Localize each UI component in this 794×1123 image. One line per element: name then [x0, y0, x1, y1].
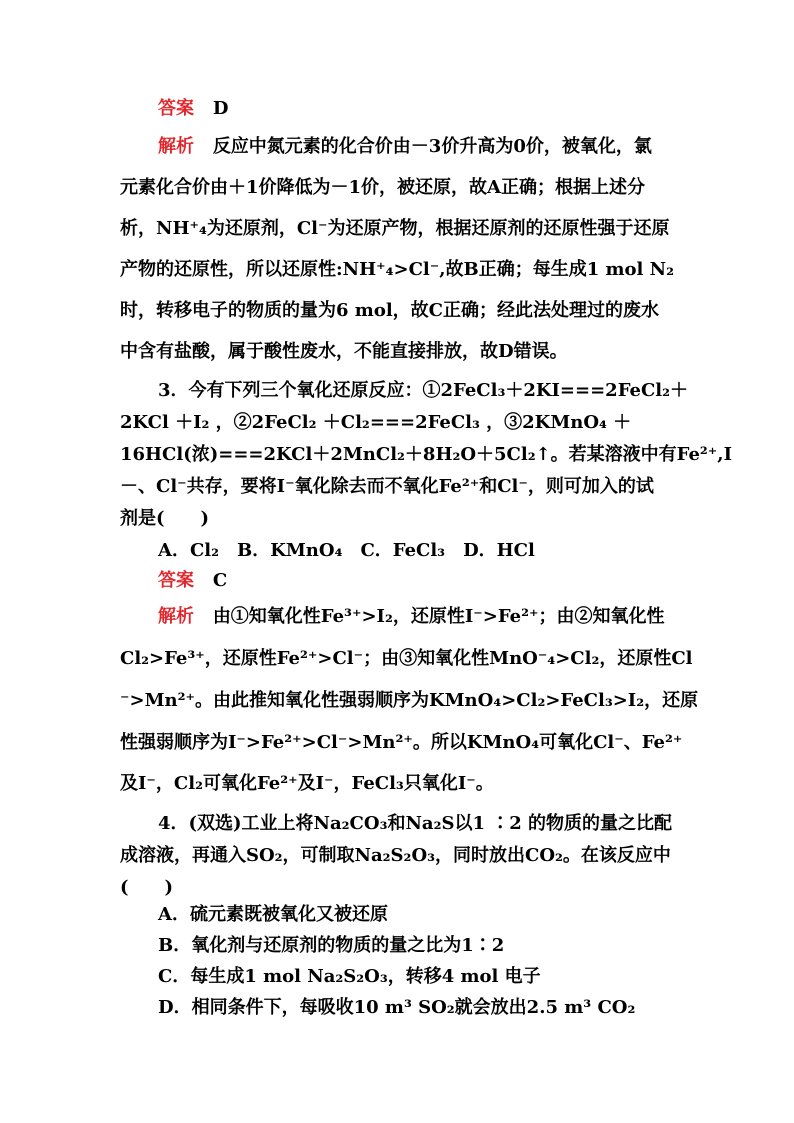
- analysis-text: 反应中氮元素的化合价由－3价升高为0价，被氧化，氯: [212, 136, 652, 157]
- q4-option-d: D．相同条件下，每吸收10 m³ SO₂就会放出2.5 m³ CO₂: [158, 997, 636, 1018]
- q2-analysis-line: [158, 136, 718, 158]
- analysis-label: 解析: [158, 606, 194, 627]
- q2-answer: D: [212, 98, 229, 119]
- analysis-text: 由①知氧化性Fe³⁺>I₂，还原性I⁻>Fe²⁺；由②知氧化性: [212, 606, 665, 627]
- q3-stem-line: 2KCl ＋I₂ ，②2FeCl₂ ＋Cl₂===2FeCl₃ ，③2KMnO₄ ＋: [120, 412, 632, 433]
- analysis-text: 元素化合价由＋1价降低为－1价，被还原，故A正确；根据上述分: [120, 177, 646, 198]
- q3-answer-line: [158, 570, 718, 592]
- analysis-text: 析，NH⁺₄为还原剂，Cl⁻为还原产物，根据还原剂的还原性强于还原: [120, 218, 670, 239]
- answer-label: 答案: [158, 98, 194, 119]
- q4-option-b: B．氧化剂与还原剂的物质的量之比为1∶2: [158, 935, 505, 956]
- analysis-text: 及I⁻，Cl₂可氧化Fe²⁺及I⁻，FeCl₃只氧化I⁻。: [120, 773, 494, 794]
- q4-stem-line: ( ): [120, 877, 174, 898]
- q3-stem-line: 16HCl(浓)===2KCl＋2MnCl₂＋8H₂O＋5Cl₂↑。若某溶液中有Fe²⁺,I: [120, 444, 732, 465]
- analysis-text: Cl₂>Fe³⁺，还原性Fe²⁺>Cl⁻；由③知氧化性MnO⁻₄>Cl₂，还原性Cl: [120, 648, 693, 669]
- q3-options: A．Cl₂ B．KMnO₄ C．FeCl₃ D．HCl: [158, 540, 535, 561]
- q4-option-c: C．每生成1 mol Na₂S₂O₃，转移4 mol 电子: [158, 966, 541, 987]
- analysis-text: 中含有盐酸，属于酸性废水，不能直接排放，故D错误。: [120, 341, 568, 362]
- q3-stem-line: －、Cl⁻共存，要将I⁻氧化除去而不氧化Fe²⁺和Cl⁻，则可加入的试: [120, 476, 654, 497]
- q4-stem-line: 成溶液，再通入SO₂，可制取Na₂S₂O₃，同时放出CO₂。在该反应中: [120, 845, 671, 866]
- q3-stem-line: 3．今有下列三个氧化还原反应：①2FeCl₃＋2KI===2FeCl₂＋: [158, 380, 688, 401]
- analysis-text: 性强弱顺序为I⁻>Fe²⁺>Cl⁻>Mn²⁺。所以KMnO₄可氧化Cl⁻、Fe²⁺: [120, 732, 683, 753]
- q3-analysis-line: [158, 606, 718, 628]
- q3-answer: C: [212, 570, 228, 591]
- q2-answer-line: [158, 98, 718, 120]
- analysis-label: 解析: [158, 136, 194, 157]
- analysis-text: 时，转移电子的物质的量为6 mol，故C正确；经此法处理过的废水: [120, 300, 660, 321]
- answer-label: 答案: [158, 570, 194, 591]
- analysis-text: 产物的还原性，所以还原性:NH⁺₄>Cl⁻,故B正确；每生成1 mol N₂: [120, 259, 674, 280]
- q3-stem-line: 剂是( ): [120, 508, 210, 529]
- q4-option-a: A．硫元素既被氧化又被还原: [158, 904, 388, 925]
- analysis-text: ⁻>Mn²⁺。由此推知氧化性强弱顺序为KMnO₄>Cl₂>FeCl₃>I₂，还原: [120, 690, 699, 711]
- q4-stem-line: 4．(双选)工业上将Na₂CO₃和Na₂S以1 ∶2 的物质的量之比配: [158, 813, 673, 834]
